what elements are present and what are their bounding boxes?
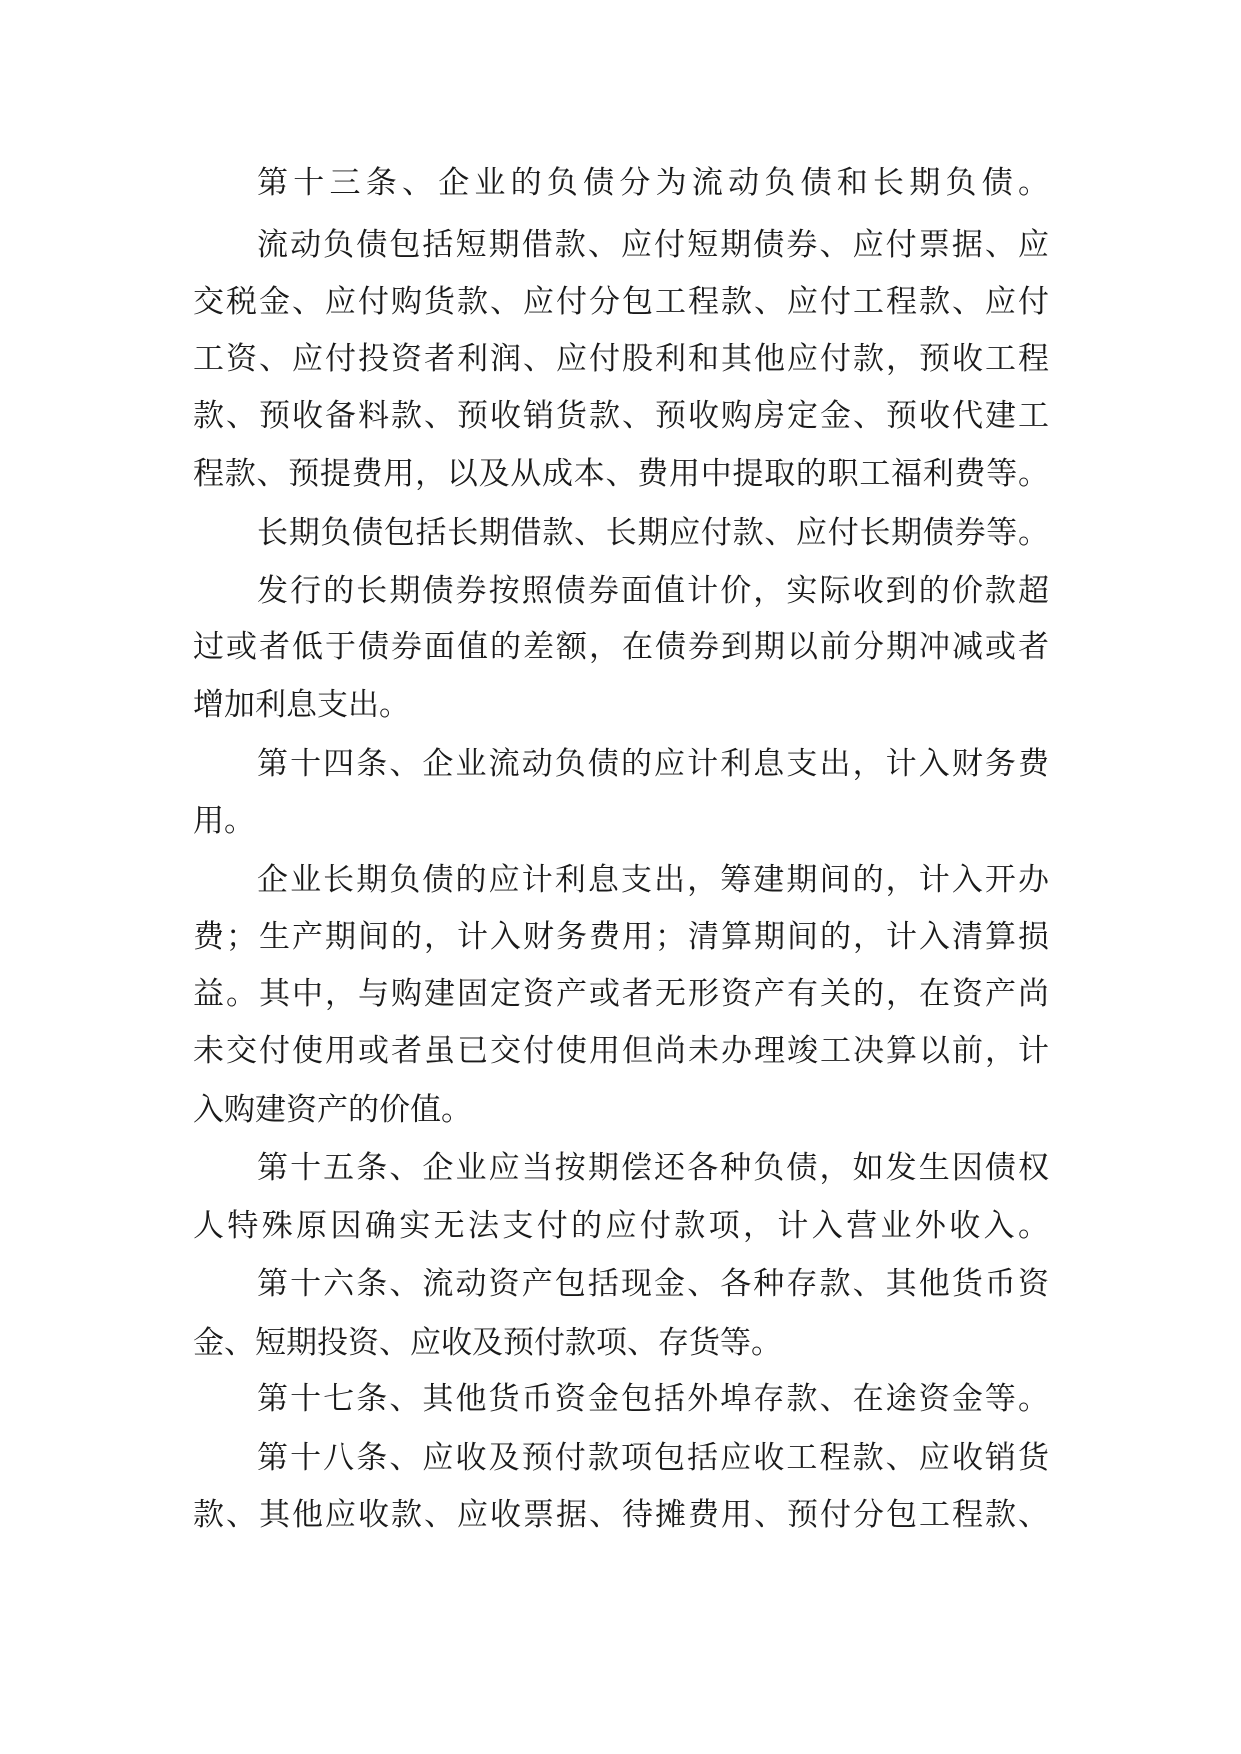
text-line: 工资、应付投资者利润、应付股利和其他应付款，预收工程 [193, 341, 1049, 377]
text-line: 长期负债包括长期借款、长期应付款、应付长期债券等。 [257, 515, 1049, 551]
text-line: 流动负债包括短期借款、应付短期债券、应付票据、应 [257, 227, 1049, 263]
text-line: 入购建资产的价值。 [193, 1092, 472, 1128]
text-line: 用。 [193, 803, 255, 839]
text-line: 金、短期投资、应收及预付款项、存货等。 [193, 1325, 782, 1361]
text-line: 第十四条、企业流动负债的应计利息支出，计入财务费 [257, 746, 1049, 782]
text-line: 第十八条、应收及预付款项包括应收工程款、应收销货 [257, 1440, 1049, 1476]
text-line: 增加利息支出。 [193, 687, 410, 723]
text-line: 第十六条、流动资产包括现金、各种存款、其他货币资 [257, 1266, 1049, 1302]
text-line: 未交付使用或者虽已交付使用但尚未办理竣工决算以前，计 [193, 1033, 1049, 1069]
text-line: 款、其他应收款、应收票据、待摊费用、预付分包工程款、 [193, 1497, 1049, 1533]
text-line: 款、预收备料款、预收销货款、预收购房定金、预收代建工 [193, 398, 1049, 434]
text-line: 企业长期负债的应计利息支出，筹建期间的，计入开办 [257, 862, 1049, 898]
text-line: 费；生产期间的，计入财务费用；清算期间的，计入清算损 [193, 919, 1049, 955]
text-line: 人特殊原因确实无法支付的应付款项，计入营业外收入。 [193, 1208, 1049, 1244]
text-line: 程款、预提费用，以及从成本、费用中提取的职工福利费等。 [193, 456, 1049, 492]
text-line: 第十五条、企业应当按期偿还各种负债，如发生因债权 [257, 1150, 1049, 1186]
text-line: 益。其中，与购建固定资产或者无形资产有关的，在资产尚 [193, 976, 1049, 1012]
text-line: 过或者低于债券面值的差额，在债券到期以前分期冲减或者 [193, 629, 1049, 665]
text-line: 交税金、应付购货款、应付分包工程款、应付工程款、应付 [193, 284, 1049, 320]
text-line: 第十三条、企业的负债分为流动负债和长期负债。 [257, 165, 1049, 201]
text-line: 第十七条、其他货币资金包括外埠存款、在途资金等。 [257, 1381, 1049, 1417]
text-line: 发行的长期债券按照债券面值计价，实际收到的价款超 [257, 573, 1049, 609]
